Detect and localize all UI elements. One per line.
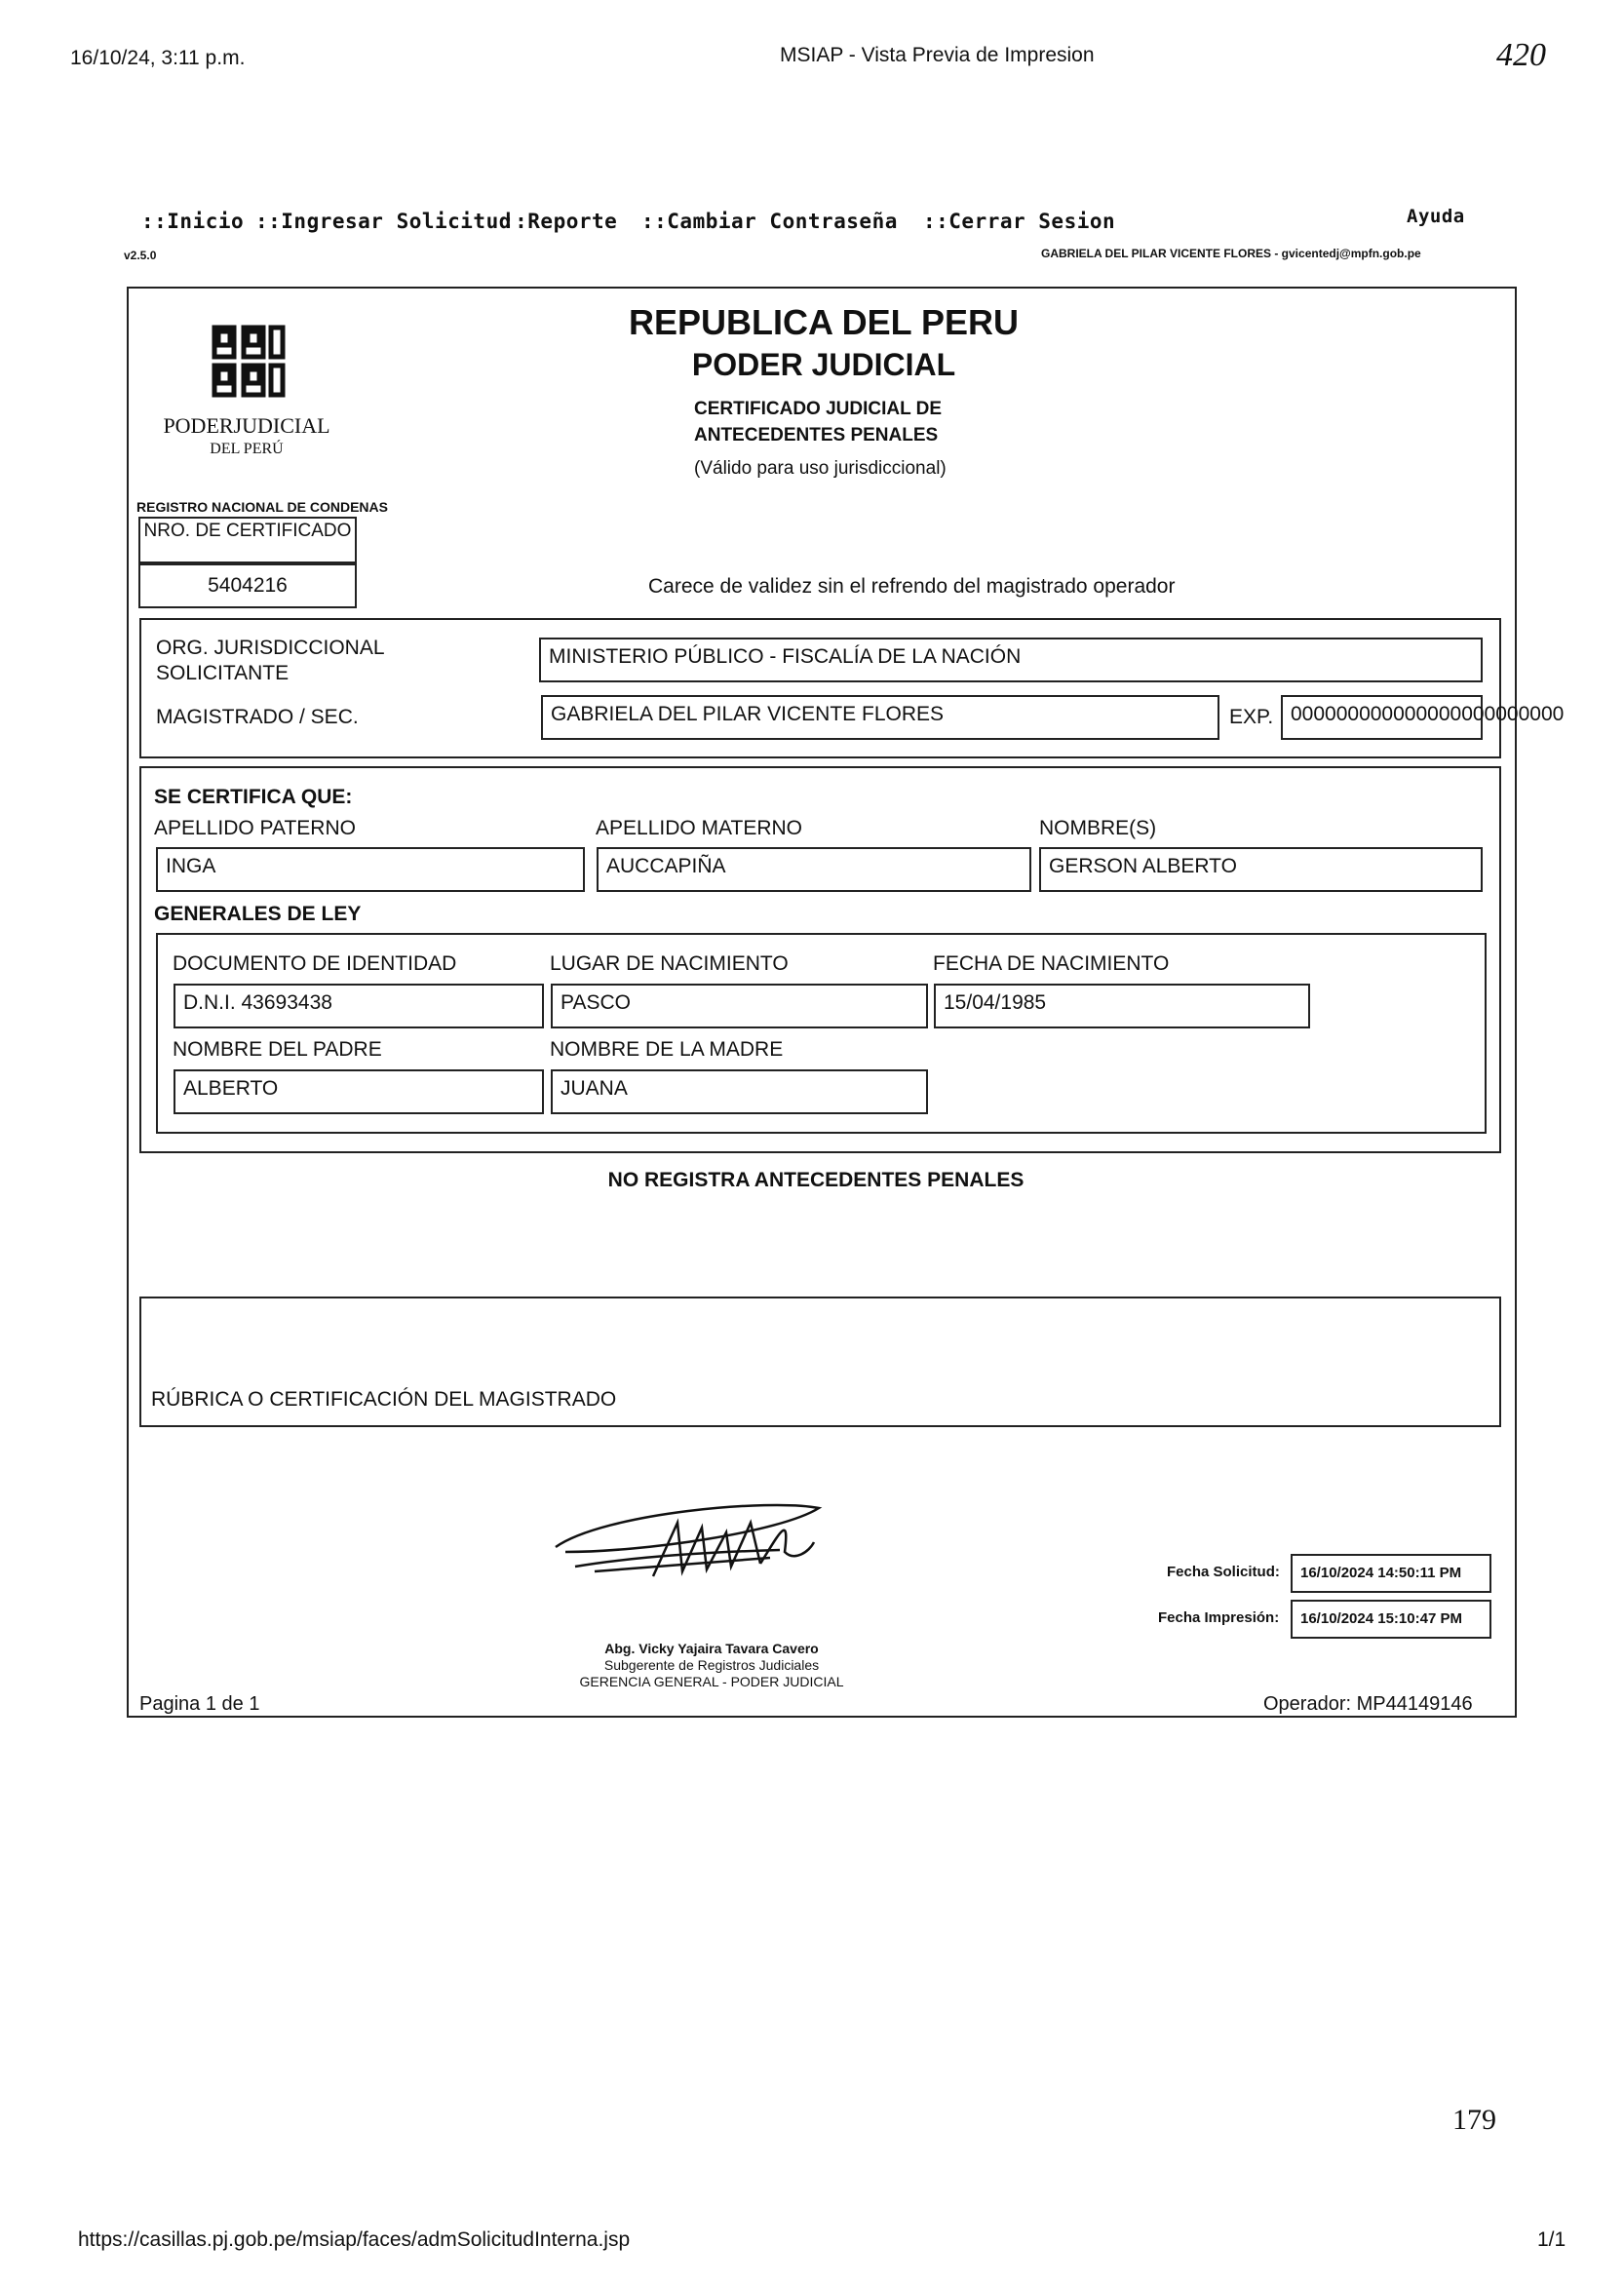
certificate-bottom-line xyxy=(127,1716,1515,1718)
print-date-label: Fecha Impresión: xyxy=(1158,1609,1280,1626)
father-field: ALBERTO xyxy=(174,1069,544,1114)
cert-number-label: NRO. DE CERTIFICADO xyxy=(138,517,357,563)
father-label: NOMBRE DEL PADRE xyxy=(173,1038,382,1061)
print-date-field: 16/10/2024 15:10:47 PM xyxy=(1291,1600,1491,1639)
result-text: NO REGISTRA ANTECEDENTES PENALES xyxy=(607,1169,1025,1191)
general-law-label: GENERALES DE LEY xyxy=(154,903,362,925)
birthdate-label: FECHA DE NACIMIENTO xyxy=(933,952,1170,975)
cert-number-value: 5404216 xyxy=(138,563,357,608)
request-date-label: Fecha Solicitud: xyxy=(1167,1564,1280,1580)
signature-icon xyxy=(546,1493,829,1591)
print-datetime: 16/10/24, 3:11 p.m. xyxy=(70,47,246,69)
nav-reporte[interactable]: ::Reporte xyxy=(502,210,618,233)
exp-label: EXP. xyxy=(1229,706,1274,728)
signer-name: Abg. Vicky Yajaira Tavara Cavero xyxy=(604,1641,819,1656)
names-label: NOMBRE(S) xyxy=(1039,817,1157,839)
nav-ayuda[interactable]: Ayuda xyxy=(1407,206,1465,227)
birthdate-field: 15/04/1985 xyxy=(934,984,1310,1028)
page-title: MSIAP - Vista Previa de Impresion xyxy=(780,44,1095,66)
version-label: v2.5.0 xyxy=(124,249,157,262)
maternal-surname-label: APELLIDO MATERNO xyxy=(596,817,802,839)
mother-field: JUANA xyxy=(551,1069,928,1114)
poder-judicial-logo-icon xyxy=(205,325,292,403)
nav-cambiar-contrasena[interactable]: ::Cambiar Contraseña xyxy=(641,210,898,233)
certifies-label: SE CERTIFICA QUE: xyxy=(154,786,353,808)
mother-label: NOMBRE DE LA MADRE xyxy=(550,1038,784,1061)
title-poder-judicial: PODER JUDICIAL xyxy=(691,347,956,382)
maternal-surname-field: AUCCAPIÑA xyxy=(597,847,1031,892)
request-date-field: 16/10/2024 14:50:11 PM xyxy=(1291,1554,1491,1593)
subtitle-line2: ANTECEDENTES PENALES xyxy=(694,425,939,445)
org-field: MINISTERIO PÚBLICO - FISCALÍA DE LA NACIÓN xyxy=(539,638,1483,682)
logo-text-line1: PODERJUDICIAL xyxy=(163,413,330,438)
page-count: 1/1 xyxy=(1537,2228,1566,2251)
registry-label: REGISTRO NACIONAL DE CONDENAS xyxy=(136,499,388,515)
exp-field: 000000000000000000000000 xyxy=(1281,695,1483,740)
paternal-surname-label: APELLIDO PATERNO xyxy=(154,817,356,839)
nav-cerrar-sesion[interactable]: ::Cerrar Sesion xyxy=(923,210,1116,233)
validity-note: (Válido para uso jurisdiccional) xyxy=(694,458,947,479)
org-label: ORG. JURISDICCIONAL SOLICITANTE xyxy=(156,637,384,684)
validity-notice: Carece de validez sin el refrendo del magistrado operador xyxy=(648,575,1176,598)
id-field: D.N.I. 43693438 xyxy=(174,984,544,1028)
id-label: DOCUMENTO DE IDENTIDAD xyxy=(173,952,457,975)
paternal-surname-field: INGA xyxy=(156,847,585,892)
title-republica: REPUBLICA DEL PERU xyxy=(628,302,1020,342)
nav-ingresar-solicitud[interactable]: ::Ingresar Solicitud xyxy=(255,210,512,233)
page-url[interactable]: https://casillas.pj.gob.pe/msiap/faces/admSolicitudInterna.jsp xyxy=(78,2228,631,2251)
operator-label: Operador: MP44149146 xyxy=(1263,1693,1473,1715)
user-email: GABRIELA DEL PILAR VICENTE FLORES - gvicentedj@mpfn.gob.pe xyxy=(1041,247,1421,260)
magistrate-label: MAGISTRADO / SEC. xyxy=(156,706,359,728)
magistrate-field: GABRIELA DEL PILAR VICENTE FLORES xyxy=(541,695,1219,740)
page-number: 179 xyxy=(1452,2104,1496,2136)
logo-text-line2: DEL PERÚ xyxy=(210,441,284,457)
names-field: GERSON ALBERTO xyxy=(1039,847,1483,892)
subtitle-line1: CERTIFICADO JUDICIAL DE xyxy=(694,399,943,419)
signer-role: Subgerente de Registros Judiciales xyxy=(603,1657,820,1673)
birthplace-label: LUGAR DE NACIMIENTO xyxy=(550,952,789,975)
nav-inicio[interactable]: ::Inicio xyxy=(141,210,245,233)
rubric-label: RÚBRICA O CERTIFICACIÓN DEL MAGISTRADO xyxy=(151,1388,617,1411)
signer-org: GERENCIA GENERAL - PODER JUDICIAL xyxy=(579,1674,844,1689)
page-indicator: Pagina 1 de 1 xyxy=(139,1693,260,1715)
birthplace-field: PASCO xyxy=(551,984,928,1028)
handwritten-number: 420 xyxy=(1496,37,1546,73)
